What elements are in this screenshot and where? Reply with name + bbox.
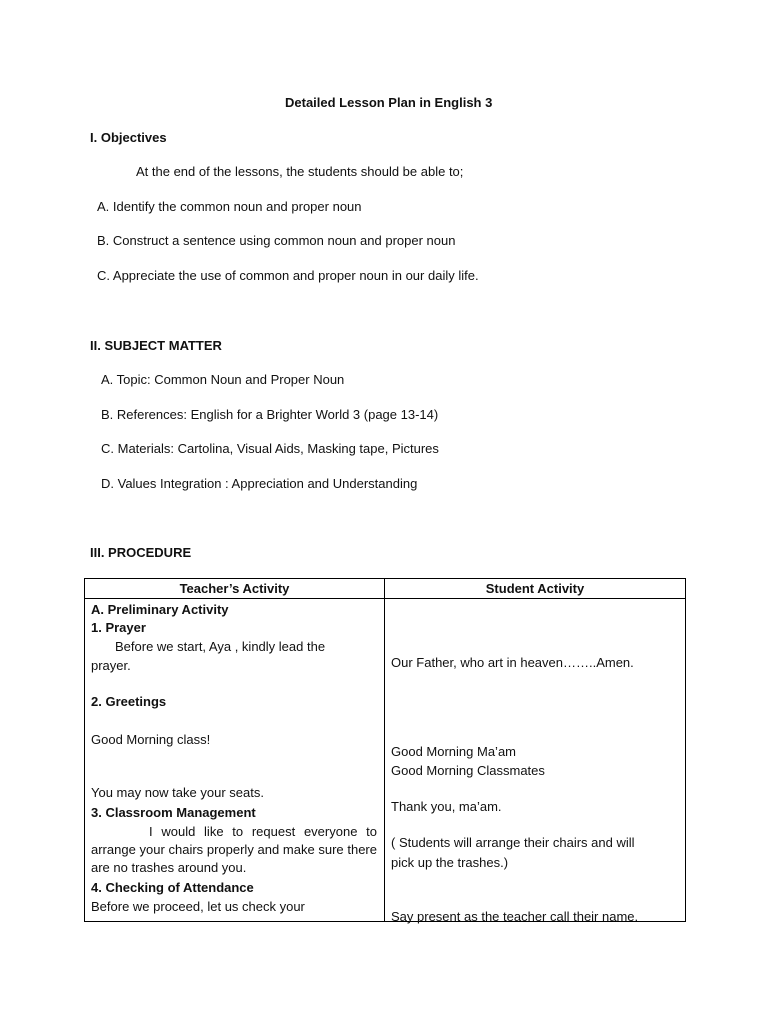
preliminary-heading: A. Preliminary Activity bbox=[91, 602, 229, 617]
objectives-intro: At the end of the lessons, the students should be able to; bbox=[136, 164, 464, 179]
objective-item: A. Identify the common noun and proper noun bbox=[97, 199, 362, 214]
subject-matter-item: A. Topic: Common Noun and Proper Noun bbox=[101, 372, 345, 387]
student-activity-header: Student Activity bbox=[385, 579, 686, 599]
management-heading: 3. Classroom Management bbox=[91, 805, 256, 820]
greetings-text: Good Morning class! bbox=[91, 732, 211, 747]
seats-text: You may now take your seats. bbox=[91, 785, 264, 800]
subject-matter-item: D. Values Integration : Appreciation and Understanding bbox=[101, 476, 418, 491]
greetings-heading: 2. Greetings bbox=[91, 694, 167, 709]
procedure-table bbox=[84, 578, 686, 922]
prayer-heading: 1. Prayer bbox=[91, 620, 146, 635]
prayer-text: Before we start, Aya , kindly lead the bbox=[115, 639, 326, 654]
document-title: Detailed Lesson Plan in English 3 bbox=[285, 95, 493, 110]
attendance-text: Before we proceed, let us check your bbox=[91, 899, 305, 914]
management-response: ( Students will arrange their chairs and will bbox=[391, 835, 635, 850]
objective-item: B. Construct a sentence using common noun and proper noun bbox=[97, 233, 456, 248]
greeting-response: Good Morning Classmates bbox=[391, 763, 545, 778]
prayer-text: prayer. bbox=[91, 658, 131, 673]
subject-matter-item: C. Materials: Cartolina, Visual Aids, Masking tape, Pictures bbox=[101, 441, 439, 456]
student-activity-cell bbox=[385, 599, 686, 922]
subject-matter-heading: II. SUBJECT MATTER bbox=[90, 338, 222, 353]
greeting-response: Good Morning Ma’am bbox=[391, 744, 516, 759]
management-response: pick up the trashes.) bbox=[391, 855, 509, 870]
objectives-heading: I. Objectives bbox=[90, 130, 167, 145]
attendance-response: Say present as the teacher call their name. bbox=[391, 909, 639, 924]
teacher-activity-header: Teacher’s Activity bbox=[85, 579, 385, 599]
teacher-activity-cell bbox=[85, 599, 385, 922]
management-text: I would like to request everyone to arrange your chairs properly and make sure there are no trashes around you. bbox=[91, 824, 377, 875]
prayer-response: Our Father, who art in heaven……..Amen. bbox=[391, 655, 634, 670]
procedure-heading: III. PROCEDURE bbox=[90, 545, 192, 560]
attendance-heading: 4. Checking of Attendance bbox=[91, 880, 254, 895]
table-row bbox=[85, 599, 686, 922]
subject-matter-item: B. References: English for a Brighter World 3 (page 13-14) bbox=[101, 407, 439, 422]
objective-item: C. Appreciate the use of common and proper noun in our daily life. bbox=[97, 268, 479, 283]
seats-response: Thank you, ma’am. bbox=[391, 799, 502, 814]
table-header-row bbox=[85, 579, 686, 599]
